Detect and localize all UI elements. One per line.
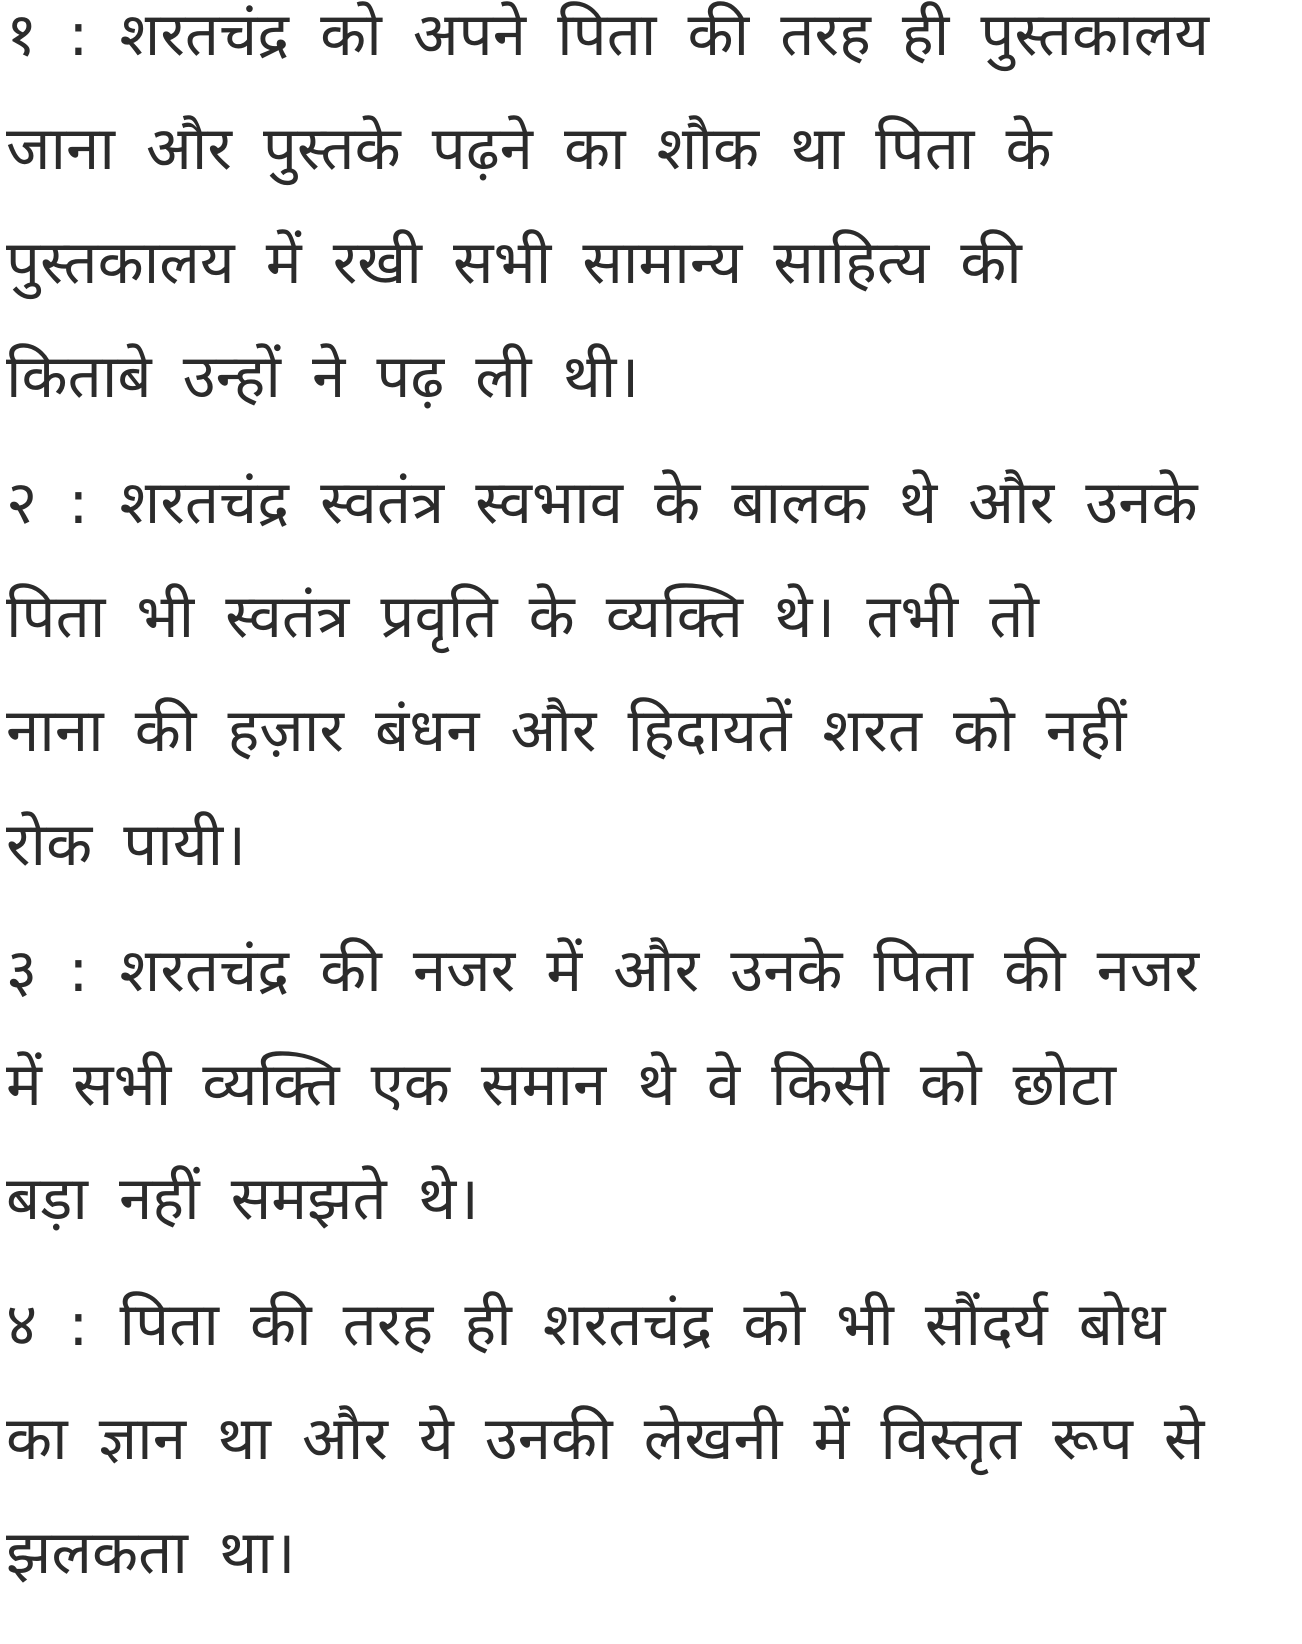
text-line: नाना की हज़ार बंधन और हिदायतें शरत को नहीं (6, 696, 1127, 766)
text-line: २ : शरतचंद्र स्वतंत्र स्वभाव के बालक थे और उनके (6, 468, 1198, 538)
paragraph-2 (6, 446, 1294, 902)
text-line: १ : शरतचंद्र को अपने पिता की तरह ही पुस्तकालय (6, 0, 1210, 70)
paragraph-1 (6, 0, 1294, 434)
text-line: किताबे उन्हों ने पढ़ ली थी। (6, 342, 640, 412)
paragraph-4 (6, 1268, 1294, 1610)
text-line: ३ : शरतचंद्र की नजर में और उनके पिता की नजर (6, 936, 1200, 1006)
text-line: झलकता था। (6, 1518, 296, 1588)
text-line: पुस्तकालय में रखी सभी सामान्य साहित्य की (6, 228, 1022, 298)
text-line: पिता भी स्वतंत्र प्रवृति के व्यक्ति थे। तभी तो (6, 582, 1039, 652)
text-line: रोक पायी। (6, 810, 246, 880)
text-line: जाना और पुस्तके पढ़ने का शौक था पिता के (6, 114, 1052, 184)
text-line: का ज्ञान था और ये उनकी लेखनी में विस्तृत रूप से (6, 1404, 1205, 1474)
text-line: में सभी व्यक्ति एक समान थे वे किसी को छोटा (6, 1050, 1116, 1120)
text-line: ४ : पिता की तरह ही शरतचंद्र को भी सौंदर्य बोध (6, 1290, 1166, 1360)
text-line: बड़ा नहीं समझते थे। (6, 1164, 479, 1234)
paragraph-3 (6, 914, 1294, 1256)
